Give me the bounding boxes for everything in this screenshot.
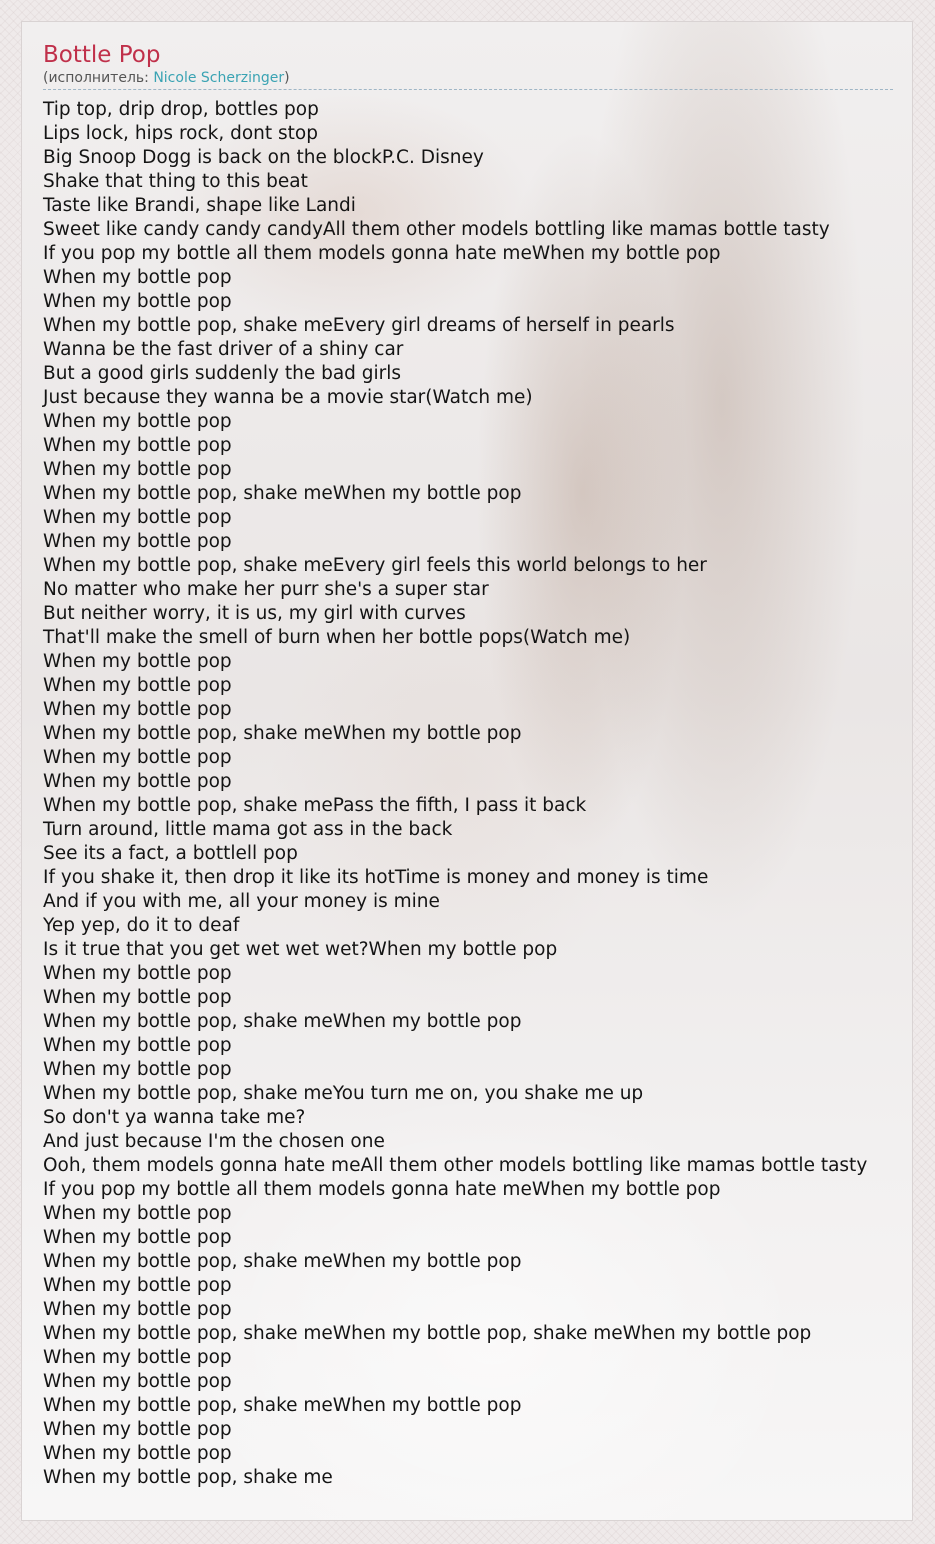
lyric-line: When my bottle pop, shake mePass the fifth, I pass it back: [43, 795, 587, 816]
lyric-line: When my bottle pop, shake meEvery girl dreams of herself in pearls: [43, 315, 675, 336]
lyric-line: Ooh, them models gonna hate meAll them other models bottling like mamas bottle tasty: [43, 1155, 868, 1176]
lyric-line: Wanna be the fast driver of a shiny car: [43, 339, 404, 360]
artist-line: [43, 69, 893, 87]
lyric-line: If you shake it, then drop it like its hotTime is money and money is time: [43, 867, 709, 888]
lyric-line: So don't ya wanna take me?: [43, 1107, 306, 1128]
lyric-line: When my bottle pop: [43, 411, 232, 432]
lyric-line: And if you with me, all your money is mine: [43, 891, 440, 912]
lyric-line: Shake that thing to this beat: [43, 171, 308, 192]
lyric-line: When my bottle pop: [43, 1419, 232, 1440]
lyric-line: When my bottle pop: [43, 291, 232, 312]
lyric-line: When my bottle pop: [43, 459, 232, 480]
lyric-line: Taste like Brandi, shape like Landi: [43, 195, 356, 216]
lyrics-content: [43, 41, 893, 1490]
lyric-line: When my bottle pop, shake meWhen my bottle pop: [43, 723, 522, 744]
lyric-line: When my bottle pop: [43, 987, 232, 1008]
lyric-line: When my bottle pop: [43, 771, 232, 792]
lyric-line: Lips lock, hips rock, dont stop: [43, 123, 318, 144]
lyric-line: When my bottle pop: [43, 675, 232, 696]
lyric-line: When my bottle pop: [43, 1227, 232, 1248]
lyric-line: That'll make the smell of burn when her bottle pops(Watch me): [43, 627, 631, 648]
lyric-line: See its a fact, a bottlell pop: [43, 843, 298, 864]
lyric-line: When my bottle pop: [43, 1299, 232, 1320]
lyric-line: Big Snoop Dogg is back on the blockP.C. Disney: [43, 147, 484, 168]
lyric-line: When my bottle pop: [43, 1203, 232, 1224]
lyric-line: No matter who make her purr she's a super star: [43, 579, 489, 600]
lyric-line: When my bottle pop: [43, 1035, 232, 1056]
lyric-line: Is it true that you get wet wet wet?When my bottle pop: [43, 939, 558, 960]
lyric-line: When my bottle pop: [43, 507, 232, 528]
lyric-line: When my bottle pop, shake meYou turn me on, you shake me up: [43, 1083, 644, 1104]
lyric-line: When my bottle pop: [43, 1347, 232, 1368]
artist-prefix: (исполнитель:: [43, 70, 154, 86]
lyrics-card: [21, 21, 913, 1521]
lyric-line: When my bottle pop, shake meWhen my bottle pop: [43, 1011, 522, 1032]
lyric-line: When my bottle pop, shake meWhen my bottle pop: [43, 1395, 522, 1416]
lyric-line: When my bottle pop, shake me: [43, 1467, 333, 1488]
lyric-line: Sweet like candy candy candyAll them other models bottling like mamas bottle tasty: [43, 219, 830, 240]
lyric-line: And just because I'm the chosen one: [43, 1131, 385, 1152]
lyric-line: Turn around, little mama got ass in the back: [43, 819, 453, 840]
lyric-line: Yep yep, do it to deaf: [43, 915, 240, 936]
lyric-line: When my bottle pop: [43, 1371, 232, 1392]
lyric-line: When my bottle pop: [43, 435, 232, 456]
artist-suffix: ): [284, 70, 290, 86]
lyric-line: When my bottle pop: [43, 747, 232, 768]
artist-link[interactable]: Nicole Scherzinger: [153, 70, 285, 86]
title-divider: [43, 89, 893, 90]
lyric-line: When my bottle pop: [43, 267, 232, 288]
lyric-line: When my bottle pop, shake meEvery girl feels this world belongs to her: [43, 555, 707, 576]
lyric-line: But a good girls suddenly the bad girls: [43, 363, 402, 384]
lyric-line: When my bottle pop: [43, 699, 232, 720]
lyric-line: If you pop my bottle all them models gonna hate meWhen my bottle pop: [43, 243, 721, 264]
lyric-line: When my bottle pop: [43, 531, 232, 552]
lyric-line: When my bottle pop: [43, 1443, 232, 1464]
lyric-line: When my bottle pop, shake meWhen my bottle pop: [43, 1251, 522, 1272]
lyric-line: When my bottle pop: [43, 651, 232, 672]
lyric-line: When my bottle pop: [43, 1059, 232, 1080]
song-title: Bottle Pop: [43, 42, 161, 68]
lyrics-text: [43, 98, 893, 1490]
lyric-line: When my bottle pop, shake meWhen my bottle pop: [43, 483, 522, 504]
lyric-line: When my bottle pop, shake meWhen my bottle pop, shake meWhen my bottle pop: [43, 1323, 812, 1344]
lyric-line: When my bottle pop: [43, 1275, 232, 1296]
lyric-line: When my bottle pop: [43, 963, 232, 984]
lyric-line: But neither worry, it is us, my girl with curves: [43, 603, 466, 624]
lyric-line: If you pop my bottle all them models gonna hate meWhen my bottle pop: [43, 1179, 721, 1200]
lyric-line: Just because they wanna be a movie star(Watch me): [43, 387, 533, 408]
lyric-line: Tip top, drip drop, bottles pop: [43, 99, 319, 120]
